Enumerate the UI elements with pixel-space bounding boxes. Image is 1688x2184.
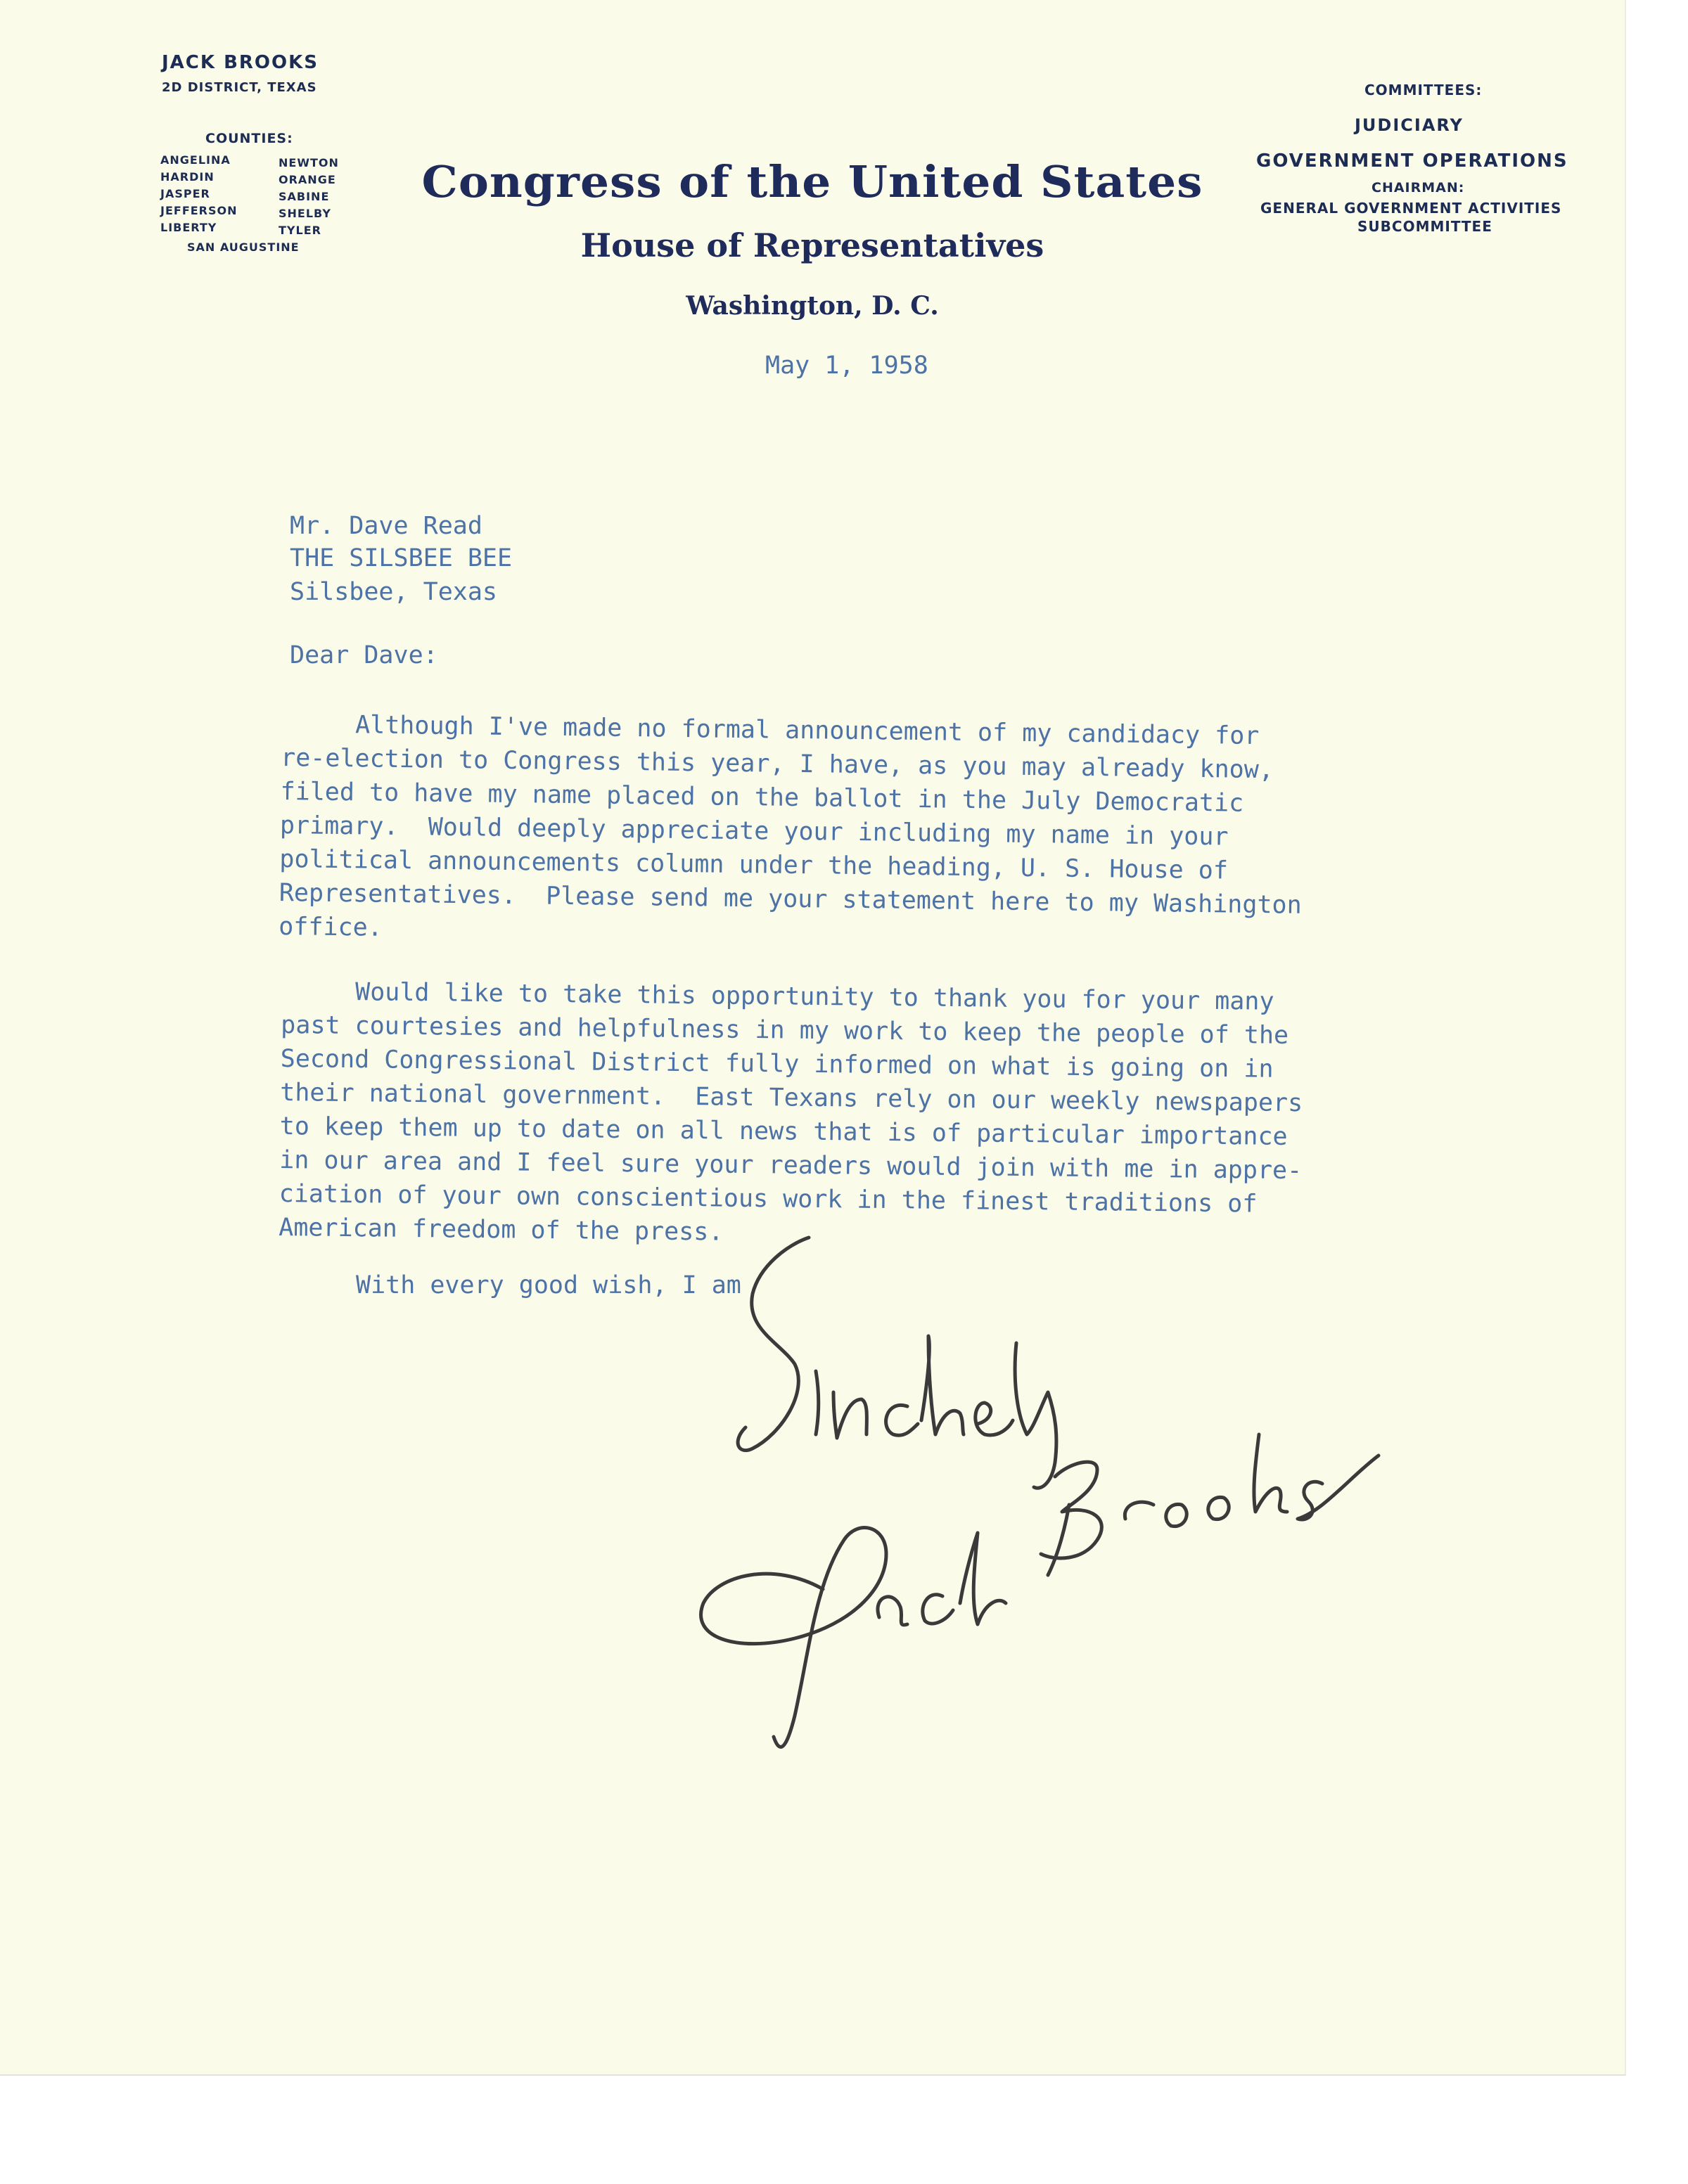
body-line: Representatives. Please send me your statement here to my Washington: [279, 878, 1302, 920]
body-paragraph: [278, 710, 1463, 942]
body-line: primary. Would deeply appreciate your including my name in your: [279, 811, 1229, 852]
body-line: ciation of your own conscientious work in the finest traditions of: [279, 1179, 1258, 1219]
body-line: filed to have my name placed on the ballot in the July Democratic: [280, 777, 1244, 818]
handwritten-signature: [675, 1223, 1449, 1758]
salutation: Dear Dave:: [290, 641, 438, 669]
committee-name: GOVERNMENT OPERATIONS: [1256, 150, 1568, 172]
county-name: SABINE: [279, 190, 330, 203]
closing-line: With every good wish, I am: [356, 1271, 741, 1299]
county-name: SHELBY: [279, 207, 331, 220]
county-name: ANGELINA: [160, 153, 231, 167]
county-name: JASPER: [160, 187, 210, 200]
body-line: American freedom of the press.: [279, 1213, 724, 1247]
body-line: their national government. East Texans rely on our weekly newspapers: [280, 1078, 1303, 1118]
committee-name: JUDICIARY: [1355, 115, 1464, 135]
county-name: ORANGE: [279, 173, 336, 186]
body-line: past courtesies and helpfulness in my work to keep the people of the: [281, 1010, 1289, 1051]
representative-name: JACK BROOKS: [162, 52, 319, 73]
body-line: political announcements column under the heading, U. S. House of: [279, 844, 1229, 885]
letterhead-title: Congress of the United States: [421, 156, 1203, 207]
committees-heading: COMMITTEES:: [1364, 82, 1483, 98]
county-name: JEFFERSON: [160, 204, 238, 217]
letterhead-subtitle: House of Representatives: [580, 226, 1044, 264]
body-line: in our area and I feel sure your readers would join with me in appre-: [279, 1145, 1303, 1186]
letterhead-city: Washington, D. C.: [686, 291, 939, 321]
address-line: Silsbee, Texas: [290, 578, 498, 606]
subcommittee-name: GENERAL GOVERNMENT ACTIVITIES: [1260, 200, 1562, 217]
county-name: SAN AUGUSTINE: [187, 240, 300, 254]
body-line: Although I've made no formal announcement of my candidacy for: [281, 710, 1260, 750]
county-name: NEWTON: [279, 156, 339, 169]
body-line: Second Congressional District fully informed on what is going on in: [280, 1044, 1274, 1084]
counties-heading: COUNTIES:: [205, 131, 293, 146]
body-paragraph: [279, 977, 1463, 1247]
representative-district: 2D DISTRICT, TEXAS: [162, 80, 317, 95]
body-line: office.: [278, 912, 383, 942]
subcommittee-name: SUBCOMMITTEE: [1357, 218, 1492, 235]
body-line: Would like to take this opportunity to thank you for your many: [281, 977, 1274, 1016]
address-line: Mr. Dave Read: [290, 512, 482, 540]
body-line: re-election to Congress this year, I have, as you may already know,: [280, 743, 1274, 785]
address-line: THE SILSBEE BEE: [290, 544, 513, 572]
county-name: LIBERTY: [160, 221, 217, 234]
body-line: to keep them up to date on all news that is of particular importance: [279, 1112, 1288, 1151]
county-name: TYLER: [279, 224, 321, 237]
chairman-label: CHAIRMAN:: [1372, 180, 1465, 195]
county-name: HARDIN: [160, 170, 215, 184]
letter-date: May 1, 1958: [765, 352, 928, 380]
